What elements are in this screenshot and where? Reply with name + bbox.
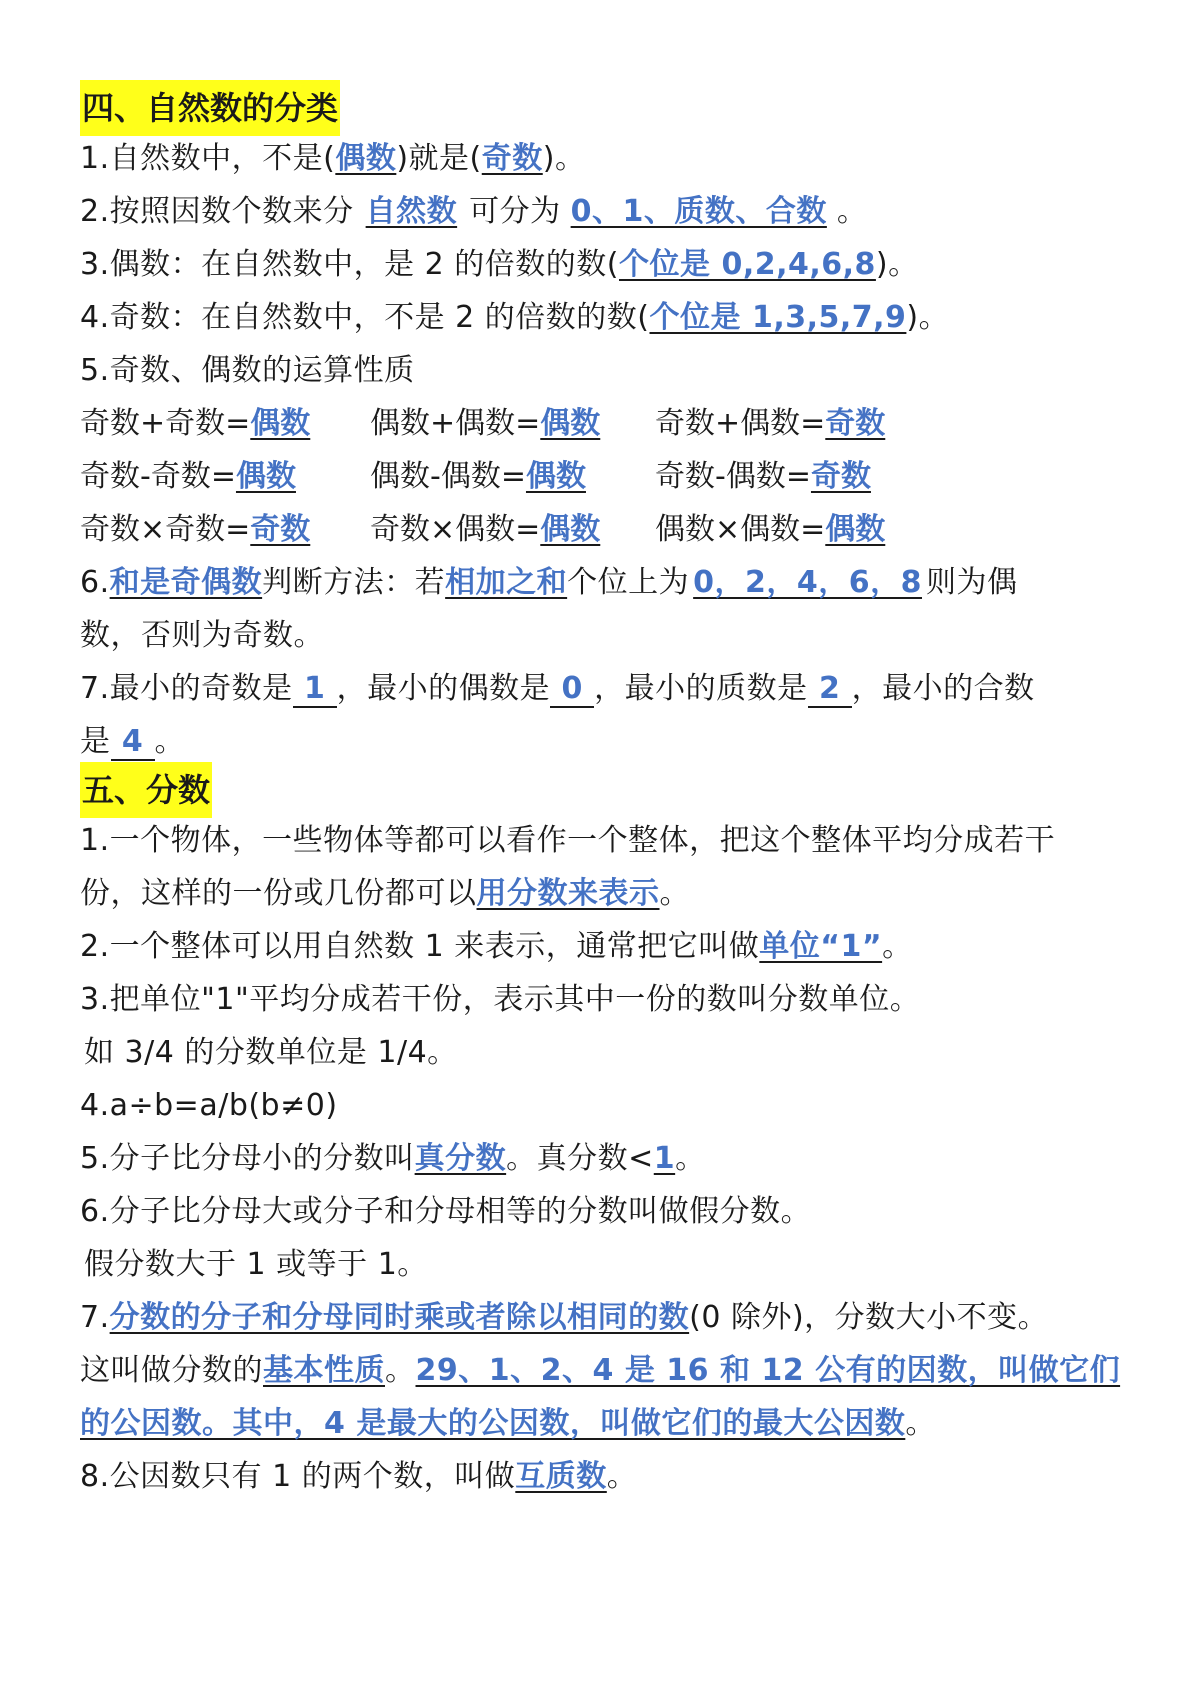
op-lhs: 偶数+偶数= — [370, 406, 541, 441]
text: ，最小的合数 — [851, 671, 1035, 706]
op-rhs: 偶数 — [250, 406, 311, 441]
op-even-minus-even — [370, 451, 586, 503]
text: 8.公因数只有 1 的两个数，叫做 — [80, 1459, 516, 1494]
text: 判断方法：若 — [262, 565, 446, 600]
item-5-1-cont — [80, 868, 690, 920]
text: 个位上为 — [567, 565, 690, 600]
item-4-6 — [80, 557, 1018, 609]
op-rhs: 偶数 — [540, 512, 601, 547]
op-lhs: 奇数+偶数= — [655, 406, 826, 441]
text: 5.分子比分母小的分数叫 — [80, 1141, 415, 1176]
op-odd-times-odd — [80, 504, 310, 556]
answer: 奇数 — [481, 141, 543, 176]
text: 7.最小的奇数是 — [80, 671, 293, 706]
op-odd-plus-odd — [80, 398, 310, 450]
op-rhs: 奇数 — [810, 459, 871, 494]
text: 。 — [659, 876, 690, 911]
text: 7. — [80, 1300, 110, 1335]
answer-blank: 2 — [808, 672, 852, 708]
answer: 偶数 — [335, 141, 397, 176]
op-odd-times-even — [370, 504, 600, 556]
op-rhs: 偶数 — [235, 459, 296, 494]
answer: 个位是 0,2,4,6,8 — [619, 247, 876, 282]
text: 4.奇数：在自然数中，不是 2 的倍数的数( — [80, 300, 650, 335]
answer: 和是奇偶数 — [109, 565, 263, 600]
op-even-plus-even — [370, 398, 600, 450]
op-even-times-even — [655, 504, 885, 556]
item-5-3-example: 如 3/4 的分数单位是 1/4。 — [84, 1035, 458, 1070]
op-lhs: 奇数×偶数= — [370, 512, 541, 547]
text: 。 — [154, 724, 185, 759]
text: 3.偶数：在自然数中，是 2 的倍数的数( — [80, 247, 619, 282]
op-lhs: 奇数×奇数= — [80, 512, 251, 547]
text: ，最小的偶数是 — [336, 671, 551, 706]
text: 可分为 — [469, 194, 561, 229]
item-4-5: 5.奇数、偶数的运算性质 — [80, 353, 415, 388]
op-odd-minus-even — [655, 451, 871, 503]
text: 。 — [675, 1141, 706, 1176]
text: 。真分数< — [506, 1141, 654, 1176]
answer: 29、1、2、4 是 16 和 12 公有的因数，叫做它们 — [415, 1353, 1121, 1388]
op-rhs: 奇数 — [250, 512, 311, 547]
op-lhs: 奇数-奇数= — [80, 459, 236, 494]
item-5-1: 1.一个物体，一些物体等都可以看作一个整体，把这个整体平均分成若干 — [80, 823, 1056, 858]
op-lhs: 偶数-偶数= — [370, 459, 526, 494]
item-5-2 — [80, 921, 913, 973]
answer: 0、1、质数、合数 — [570, 194, 827, 229]
answer-blank: 4 — [111, 725, 155, 761]
op-lhs: 奇数+奇数= — [80, 406, 251, 441]
item-4-1 — [80, 133, 585, 185]
item-4-4 — [80, 292, 949, 344]
text: 2.按照因数个数来分 — [80, 194, 354, 229]
item-5-7-cont2 — [80, 1398, 936, 1450]
answer-blank: 1 — [293, 672, 337, 708]
op-lhs: 偶数×偶数= — [655, 512, 826, 547]
op-rhs: 偶数 — [825, 512, 886, 547]
answer: 个位是 1,3,5,7,9 — [649, 300, 907, 335]
op-rhs: 偶数 — [525, 459, 586, 494]
op-odd-minus-odd — [80, 451, 296, 503]
item-5-4: 4.a÷b=a/b(b≠0) — [80, 1088, 338, 1123]
item-5-3: 3.把单位"1"平均分成若干份，表示其中一份的数叫分数单位。 — [80, 982, 921, 1017]
text: 。 — [385, 1353, 416, 1388]
text: 。 — [606, 1459, 638, 1494]
answer: 自然数 — [365, 194, 458, 229]
section-heading-natural-numbers: 四、自然数的分类 — [80, 80, 340, 136]
answer: 基本性质 — [263, 1353, 385, 1388]
answer-blank: 0 — [550, 672, 594, 708]
item-5-7 — [80, 1292, 1048, 1344]
section-heading-fractions: 五、分数 — [80, 762, 212, 818]
answer: 单位“1” — [759, 929, 883, 964]
text: )就是( — [396, 141, 482, 176]
text: )。 — [906, 300, 950, 335]
item-4-6-cont: 数，否则为奇数。 — [80, 618, 324, 653]
item-4-7-cont — [80, 716, 185, 768]
text: )。 — [542, 141, 586, 176]
answer: 用分数来表示 — [476, 876, 660, 911]
text: (0 除外)，分数大小不变。 — [689, 1300, 1049, 1335]
text: 这叫做分数的 — [80, 1353, 263, 1388]
item-4-2 — [80, 186, 867, 238]
item-4-3 — [80, 239, 919, 291]
op-rhs: 奇数 — [825, 406, 886, 441]
item-5-6-cont: 假分数大于 1 或等于 1。 — [84, 1247, 428, 1282]
text: ，最小的质数是 — [594, 671, 808, 706]
answer: 分数的分子和分母同时乘或者除以相同的数 — [109, 1300, 690, 1335]
text: 份，这样的一份或几份都可以 — [80, 876, 477, 911]
text: )。 — [875, 247, 919, 282]
op-rhs: 偶数 — [540, 406, 601, 441]
answer: 0，2，4，6，8 — [693, 565, 922, 600]
text: 。 — [836, 194, 868, 229]
item-5-8 — [80, 1451, 637, 1503]
answer: 互质数 — [515, 1459, 607, 1494]
answer: 1 — [653, 1141, 676, 1176]
item-5-6: 6.分子比分母大或分子和分母相等的分数叫做假分数。 — [80, 1194, 812, 1229]
text: 。 — [905, 1406, 936, 1441]
text: 2.一个整体可以用自然数 1 来表示，通常把它叫做 — [80, 929, 760, 964]
op-lhs: 奇数-偶数= — [655, 459, 811, 494]
text: 。 — [882, 929, 913, 964]
item-4-7 — [80, 663, 1035, 715]
text: 1.自然数中，不是( — [80, 141, 336, 176]
text: 是 — [80, 724, 111, 759]
text: 6. — [80, 565, 110, 600]
answer: 真分数 — [414, 1141, 507, 1176]
text: 则为偶 — [926, 565, 1018, 600]
item-5-5 — [80, 1133, 706, 1185]
op-odd-plus-even — [655, 398, 885, 450]
answer: 的公因数。其中，4 是最大的公因数，叫做它们的最大公因数 — [80, 1406, 906, 1441]
answer: 相加之和 — [445, 565, 568, 600]
item-5-7-cont — [80, 1345, 1120, 1397]
